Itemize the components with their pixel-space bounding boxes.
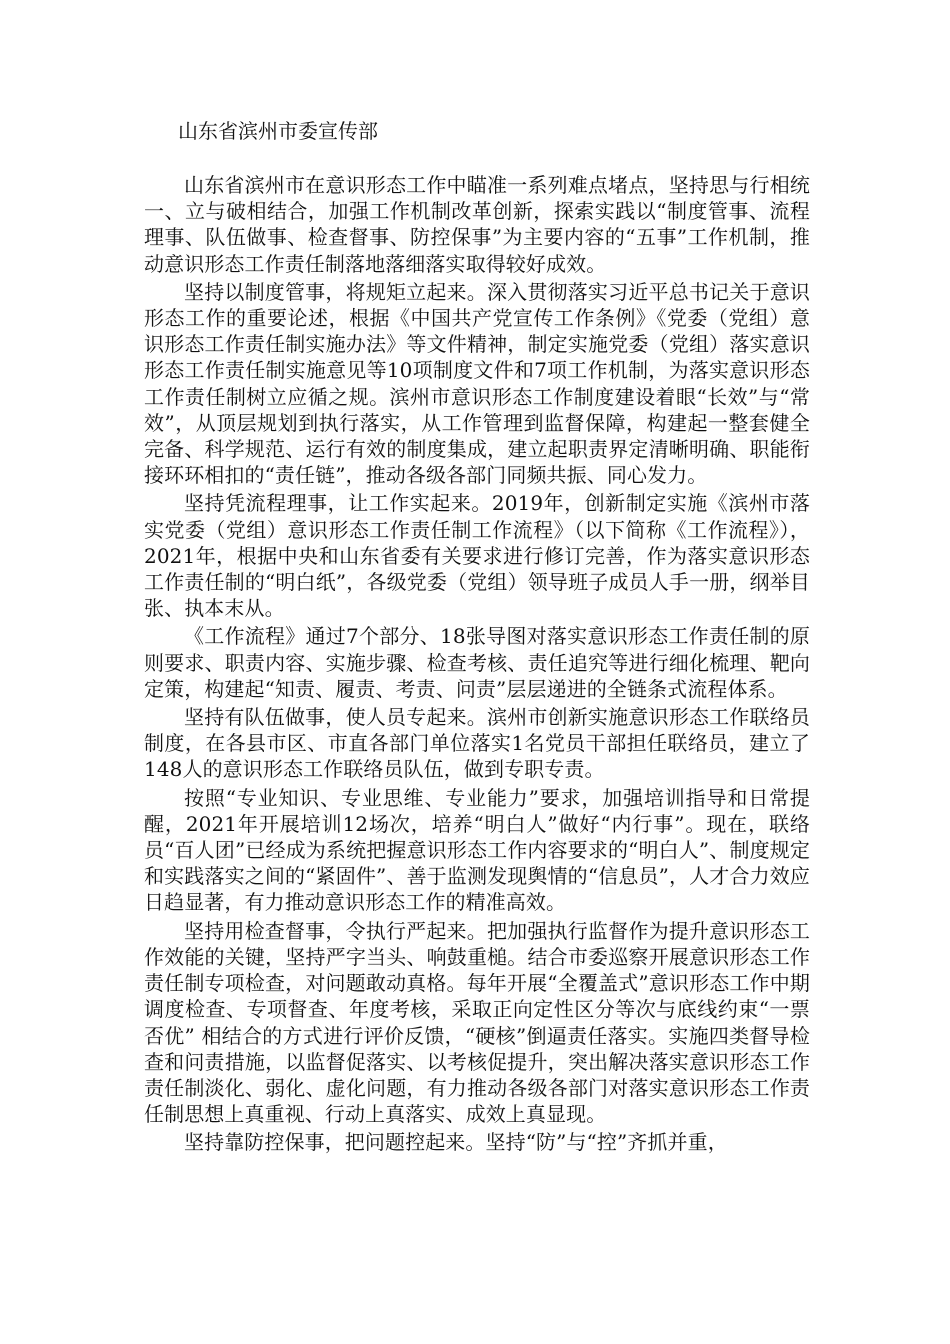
paragraph-process-detail: 《工作流程》通过7个部分、18张导图对落实意识形态工作责任制的原则要求、职责内容、实施步骤、检查考核、责任追究等进行细化梳理、靶向定策，构建起“知责、履责、考责、问责”层层递进的全链条式流程体系。: [144, 624, 810, 701]
paragraph-intro: 山东省滨州市在意识形态工作中瞄准一系列难点堵点，坚持思与行相统一、立与破相结合，加强工作机制改革创新，探索实践以“制度管事、流程理事、队伍做事、检查督事、防控保事”为主要内容的“五事”工作机制，推动意识形态工作责任制落地落细落实取得较好成效。: [144, 173, 810, 276]
paragraph-team: 坚持有队伍做事，使人员专起来。滨州市创新实施意识形态工作联络员制度，在各县市区、市直各部门单位落实1名党员干部担任联络员，建立了148人的意识形态工作联络员队伍，做到专职专责。: [144, 705, 810, 782]
document-page: [144, 118, 810, 1158]
paragraph-inspection: 坚持用检查督事，令执行严起来。把加强执行监督作为提升意识形态工作效能的关键，坚持严字当头、响鼓重槌。结合市委巡察开展意识形态工作责任制专项检查，对问题敢动真格。每年开展“全覆盖式”意识形态工作中期调度检查、专项督查、年度考核，采取正向定性区分等次与底线约束“一票否优” 相结合的方式进行评价反馈，“硬核”倒逼责任落实。实施四类督导检查和问责措施，以监督促落实、以考核促提升，突出解决落实意识形态工作责任制淡化、弱化、虚化问题，有力推动各级各部门对落实意识形态工作责任制思想上真重视、行动上真落实、成效上真显现。: [144, 918, 810, 1127]
paragraph-prevention: 坚持靠防控保事，把问题控起来。坚持“防”与“控”齐抓并重，: [184, 1130, 728, 1155]
paragraph-institution: 坚持以制度管事，将规矩立起来。深入贯彻落实习近平总书记关于意识形态工作的重要论述，根据《中国共产党宣传工作条例》《党委（党组）意识形态工作责任制实施办法》等文件精神，制定实施党委（党组）落实意识形态工作责任制实施意见等10项制度文件和7项工作机制，为落实意识形态工作责任制树立应循之规。滨州市意识形态工作制度建设着眼“长效”与“常效”，从顶层规划到执行落实，从工作管理到监督保障，构建起一整套健全完备、科学规范、运行有效的制度集成，建立起职责界定清晰明确、职能衔接环环相扣的“责任链”，推动各级各部门同频共振、同心发力。: [144, 279, 810, 488]
paragraph-process: 坚持凭流程理事，让工作实起来。2019年，创新制定实施《滨州市落实党委（党组）意识形态工作责任制工作流程》（以下简称《工作流程》），2021年，根据中央和山东省委有关要求进行修订完善，作为落实意识形态工作责任制的“明白纸”，各级党委（党组）领导班子成员人手一册，纲举目张、执本末从。: [144, 491, 810, 621]
paragraph-team-training: 按照“专业知识、专业思维、专业能力”要求，加强培训指导和日常提醒，2021年开展培训12场次，培养“明白人”做好“内行事”。现在，联络员“百人团”已经成为系统把握意识形态工作内容要求的“明白人”、制度规定和实践落实之间的“紧固件”、善于监测发现舆情的“信息员”，人才合力效应日趋显著，有力推动意识形态工作的精准高效。: [144, 785, 810, 915]
author-line: 山东省滨州市委宣传部: [178, 119, 378, 143]
